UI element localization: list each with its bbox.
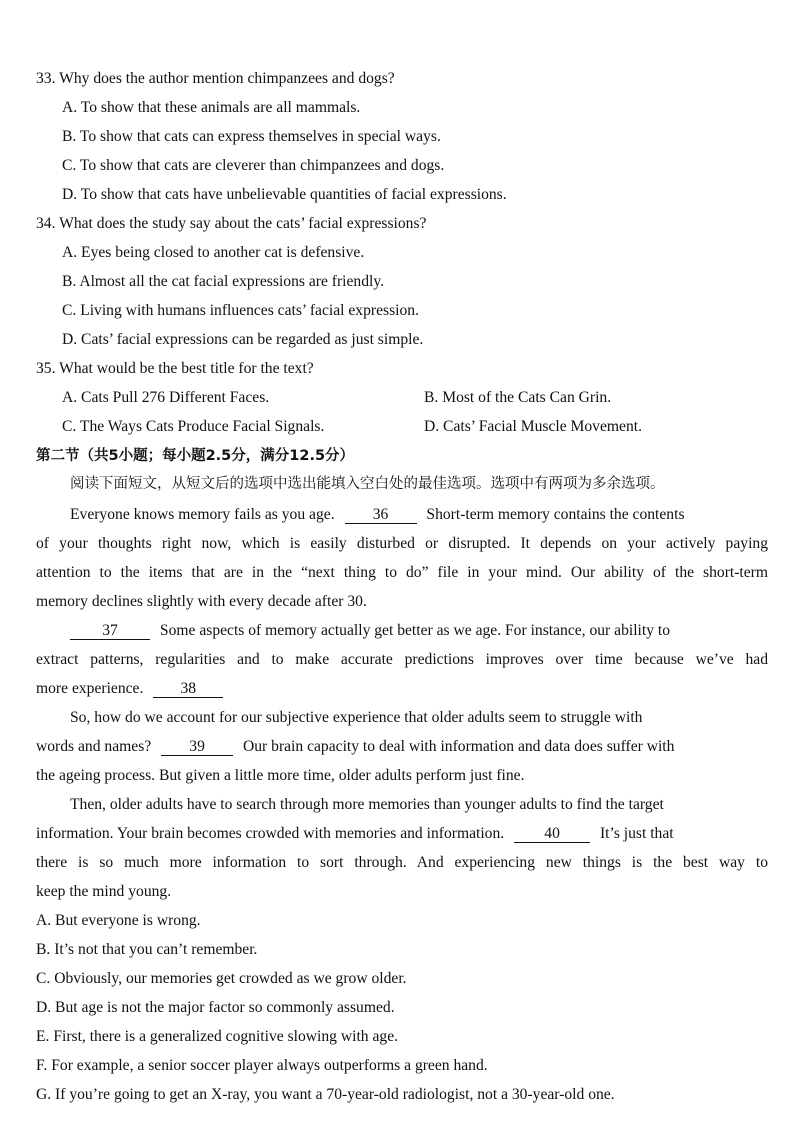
passage-line — [70, 621, 670, 641]
q34-option-c: C. Living with humans influences cats’ facial expression. — [62, 302, 419, 319]
blank-36[interactable]: 36 — [345, 506, 417, 524]
blank-37[interactable]: 37 — [70, 622, 150, 640]
q33-option-b: B. To show that cats can express themselves in special ways. — [62, 128, 441, 145]
q33-option-c: C. To show that cats are cleverer than chimpanzees and dogs. — [62, 157, 445, 174]
option-g: G. If you’re going to get an X-ray, you want a 70-year-old radiologist, not a 30-year-old one. — [36, 1086, 615, 1103]
passage-line — [36, 679, 223, 699]
q34-option-a: A. Eyes being closed to another cat is defensive. — [62, 244, 365, 261]
q35-option-d: D. Cats’ Facial Muscle Movement. — [424, 418, 642, 435]
blank-39[interactable]: 39 — [161, 738, 233, 756]
q34-option-d: D. Cats’ facial expressions can be regarded as just simple. — [62, 331, 424, 348]
q33-stem: 33. Why does the author mention chimpanzees and dogs? — [36, 70, 395, 87]
passage-line — [70, 505, 685, 525]
passage-line — [36, 737, 674, 757]
section2-instruction: 阅读下面短文，从短文后的选项中选出能填入空白处的最佳选项。选项中有两项为多余选项。 — [70, 476, 665, 492]
q33-option-d: D. To show that cats have unbelievable quantities of facial expressions. — [62, 186, 507, 203]
blank-40[interactable]: 40 — [514, 825, 590, 843]
passage-text: It’s just that — [599, 825, 674, 842]
passage-line: keep the mind young. — [36, 883, 172, 900]
option-f: F. For example, a senior soccer player always outperforms a green hand. — [36, 1057, 488, 1074]
passage-line: there is so much more information to sort through. And experiencing new things is the best way to — [36, 854, 768, 871]
q34-option-b: B. Almost all the cat facial expressions are friendly. — [62, 273, 385, 290]
passage-text: Short-term memory contains the contents — [426, 506, 685, 523]
passage-line: Then, older adults have to search through more memories than younger adults to find the target — [70, 796, 664, 813]
blank-38[interactable]: 38 — [153, 680, 223, 698]
section2-heading: 第二节（共5小题；每小题2.5分，满分12.5分） — [36, 448, 355, 464]
passage-line: the ageing process. But given a little more time, older adults perform just fine. — [36, 767, 525, 784]
passage-line: extract patterns, regularities and to make accurate predictions improves over time because we’ve had — [36, 651, 768, 668]
q35-option-b: B. Most of the Cats Can Grin. — [424, 389, 612, 406]
passage-text: Our brain capacity to deal with information and data does suffer with — [243, 738, 675, 755]
q35-stem: 35. What would be the best title for the text? — [36, 360, 314, 377]
option-c: C. Obviously, our memories get crowded as we grow older. — [36, 970, 407, 987]
option-a: A. But everyone is wrong. — [36, 912, 201, 929]
option-e: E. First, there is a generalized cognitive slowing with age. — [36, 1028, 399, 1045]
q35-option-c: C. The Ways Cats Produce Facial Signals. — [62, 418, 325, 435]
passage-text: Some aspects of memory actually get better as we age. For instance, our ability to — [159, 622, 671, 639]
passage-line: of your thoughts right now, which is easily disturbed or disrupted. It depends on your actively paying — [36, 535, 768, 552]
passage-text: Everyone knows memory fails as you age. — [70, 506, 335, 523]
q35-option-a: A. Cats Pull 276 Different Faces. — [62, 389, 270, 406]
option-b: B. It’s not that you can’t remember. — [36, 941, 258, 958]
passage-text: words and names? — [36, 738, 152, 755]
passage-line: memory declines slightly with every decade after 30. — [36, 593, 367, 610]
option-d: D. But age is not the major factor so commonly assumed. — [36, 999, 395, 1016]
passage-text: more experience. — [36, 680, 144, 697]
passage-text: information. Your brain becomes crowded with memories and information. — [36, 825, 505, 842]
passage-line — [36, 824, 674, 844]
passage-line: So, how do we account for our subjective experience that older adults seem to struggle with — [70, 709, 643, 726]
q34-stem: 34. What does the study say about the cats’ facial expressions? — [36, 215, 427, 232]
q33-option-a: A. To show that these animals are all mammals. — [62, 99, 361, 116]
passage-line: attention to the items that are in the “next thing to do” file in your mind. Our ability of the short-term — [36, 564, 768, 581]
